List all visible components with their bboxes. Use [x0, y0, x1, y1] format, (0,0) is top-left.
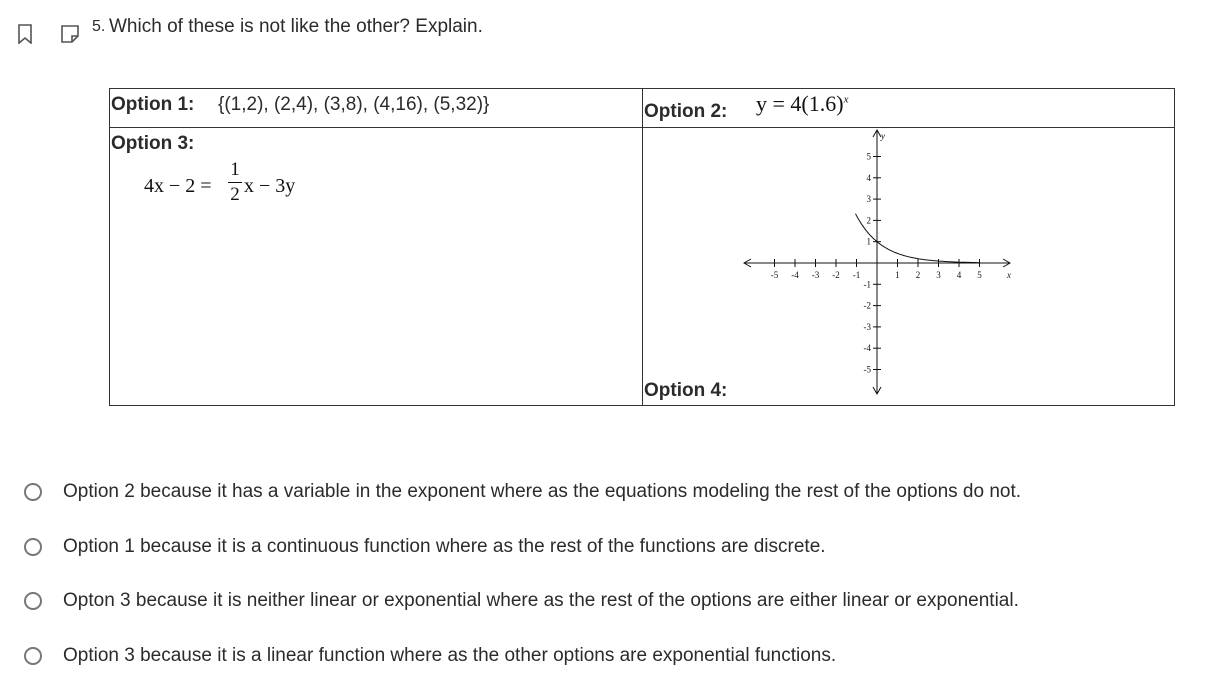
- table-column-divider: [642, 89, 643, 405]
- y-tick-label: 5: [866, 151, 871, 162]
- choice-text: Option 1 because it is a continuous function where as the rest of the functions are discrete.: [63, 536, 826, 557]
- y-tick-label: 4: [866, 172, 871, 183]
- option2-label: Option 2:: [644, 101, 728, 122]
- y-axis-label: y: [881, 131, 885, 141]
- choice-text: Option 2 because it has a variable in the exponent where as the equations modeling the rest of the options do not.: [63, 481, 1022, 502]
- choice-text: Opton 3 because it is neither linear or exponential where as the rest of the options are either linear or exponential.: [63, 590, 1019, 611]
- x-tick-label: 4: [956, 270, 962, 280]
- radio-button[interactable]: [24, 592, 42, 610]
- question-number: 5.: [92, 18, 106, 35]
- choice-text: Option 3 because it is a linear function where as the other options are exponential functions.: [63, 645, 837, 666]
- option3-fraction-numerator: 1: [230, 159, 240, 180]
- y-tick-label: -3: [863, 321, 871, 332]
- option2-equation: $y = 4(1.6)^x$: [756, 91, 849, 116]
- exponential-curve: [856, 214, 980, 263]
- radio-button[interactable]: [24, 483, 42, 501]
- note-icon[interactable]: [60, 24, 80, 44]
- option3-equation-right: x − 3y: [244, 175, 296, 197]
- x-tick-label: -2: [832, 270, 840, 280]
- x-tick-label: 1: [895, 270, 900, 280]
- radio-button[interactable]: [24, 647, 42, 665]
- x-tick-label: -1: [852, 270, 861, 280]
- x-tick-label: 5: [977, 270, 982, 280]
- x-tick-label: 2: [915, 270, 921, 280]
- option1-set: {(1,2), (2,4), (3,8), (4,16), (5,32)}: [218, 94, 490, 115]
- option1-label: Option 1:: [111, 94, 195, 115]
- radio-button[interactable]: [24, 538, 42, 556]
- x-tick-label: -3: [811, 270, 820, 280]
- option3-fraction-bar: [228, 182, 242, 183]
- x-axis-label: x: [1007, 270, 1011, 280]
- y-tick-label: -2: [863, 300, 871, 311]
- option3-equation-left: 4x − 2 =: [144, 175, 212, 197]
- x-tick-label: -4: [791, 270, 799, 280]
- y-tick-label: -1: [863, 279, 871, 290]
- question-text: Which of these is not like the other? Explain.: [109, 16, 483, 37]
- y-tick-label: 3: [866, 194, 871, 205]
- y-tick-label: -5: [863, 364, 871, 375]
- bookmark-icon[interactable]: [17, 24, 33, 44]
- y-tick-label: 1: [866, 236, 871, 247]
- y-tick-label: 2: [866, 215, 871, 226]
- option4-label: Option 4:: [644, 380, 728, 401]
- option3-fraction-denominator: 2: [230, 184, 240, 205]
- x-tick-label: -5: [770, 270, 779, 280]
- option4-graph: [736, 128, 1020, 400]
- y-tick-label: -4: [863, 343, 871, 354]
- x-tick-label: 3: [936, 270, 941, 280]
- option3-label: Option 3:: [111, 133, 195, 154]
